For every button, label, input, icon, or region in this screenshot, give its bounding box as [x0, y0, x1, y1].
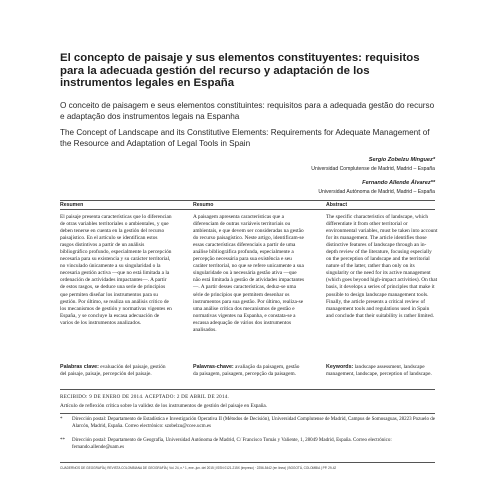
heading-resumo: Resumo: [193, 202, 214, 208]
column-top-rule: [60, 200, 435, 201]
title-spanish: El concepto de paisaje y sus elementos constituyentes: requisitos para la adecuada gestión del recurso y adaptación de los instrumentos legales en España: [60, 52, 420, 90]
author-affiliation-2: Universidad Autónoma de Madrid, Madrid – España: [318, 189, 435, 195]
journal-footer: CUADERNOS DE GEOGRAFÍA | REVISTA COLOMBIANA DE GEOGRAFÍA | Vol. 24, n.º 1, ene.-jun. del 2015 | ISSN 0121-215X (impreso) · 2256-5442 (en línea) | BOGOTÁ, COLOMBIA | PP. 29-42: [60, 466, 337, 470]
heading-abstract: Abstract: [326, 202, 348, 208]
footnote-text-1: Dirección postal: Departamento de Estadística e Investigación Operativa II (Métodos de Decisión), Universidad Complutense de Madrid, Campus de Somosaguas, 28223 Pozuelo de Alarcón, Madrid, España. Correo electrónico: szobelzu@ccee.ucm.es: [72, 417, 435, 429]
author-name-1: Sergio Zobelzu Minguez*: [368, 157, 435, 163]
abstract-portuguese: A paisagem apresenta características que a diferenciam de outras variáveis territoriais ou ambientais, e que devem ser consideradas na gestão do recurso paisagístico. Neste artigo, identificam-se essas características diferenciais a partir de uma análise bibliográfica profunda, especialmente a percepção necessária para sua existência e seu caráter territorial, no que se refere unicamente a sua singularidade ou à necessária gestão ativa —que não está limitada à gestão de atividades impactantes—. A partir desses características, deduz-se uma série de princípios que permitem desenhar os instrumentos para sua gestão. Por último, realiza-se uma análise crítica dos mecanismos de gestão e normativas vigentes na Espanha, e constata-se a escassa adequação de vários dos instrumentos analisados.: [193, 214, 305, 333]
footnote-2: [60, 438, 440, 452]
article-type-note: Artículo de reflexión crítica sobre la validez de los instrumentos de gestión del paisaje en España.: [60, 403, 268, 409]
author-block-1: [311, 157, 435, 172]
title-portuguese: O conceito de paisagem e seus elementos constituintes: requisitos para a adequada gestão do recurso e adaptação dos instrumentos legais na Espanha: [60, 101, 435, 121]
author-block-2: [318, 180, 435, 195]
keywords-text-spanish: evaluación del paisaje, gestión del paisaje, paisaje, percepción del paisaje.: [60, 364, 166, 378]
keywords-text-english: landscape assessment, landscape management, landscape, perception of landscape.: [326, 364, 432, 378]
keywords-spanish: [60, 364, 172, 378]
footnote-mark-2: **: [60, 438, 65, 443]
footer-rule: [60, 462, 435, 463]
keywords-bottom-rule: [60, 389, 435, 390]
abstract-spanish: El paisaje presenta características que lo diferencian de otras variables territoriales o ambientales, y que deben tenerse en cuenta en la gestión del recurso paisajístico. En el artículo se identifican estos rasgos distintivos a partir de un análisis bibliográfico profundo, especialmente la percepción necesaria para su existencia y su carácter territorial, no vinculado únicamente a su singularidad o la necesaria gestión activa —que no está limitada a la ordenación de actividades impactantes—. A partir de estos rasgos, se deduce una serie de principios que permiten diseñar los instrumentos para su gestión. Por último, se realiza un análisis crítico de los mecanismos de gestión y normativas vigentes en España, y se concluye la escasa adecuación de varios de los instrumentos analizados.: [60, 214, 172, 326]
keywords-label-portuguese: Palavras-chave:: [193, 364, 234, 370]
footnote-1: [60, 417, 440, 431]
received-accepted-dates: RECIBIDO: 9 DE ENERO DE 2014. ACEPTADO: 2 DE ABRIL DE 2014.: [60, 394, 230, 400]
footnote-mark-1: *: [60, 417, 63, 422]
author-affiliation-1: Universidad Complutense de Madrid, Madrid – España: [311, 166, 435, 172]
keywords-text-portuguese: avaliação da paisagem, gestão da paisagem, paisagem, percepção da paisagem.: [193, 364, 300, 378]
title-english: The Concept of Landscape and its Constitutive Elements: Requirements for Adequate Management of the Resource and Adaptation of Legal Tools in Spain: [60, 128, 430, 148]
heading-resumen: Resumen: [60, 202, 84, 208]
abstract-english: The specific characteristics of landscape, which differentiate it from other territorial or environmental variables, must be taken into account for its management. The article identifies those distinctive features of landscape through an in-depth review of the literature, focusing especially on the perception of landscape and the territorial nature of the latter, rather than only on its singularity or the need for its active management (which goes beyond high-impact activities). On that basis, it develops a series of principles that make it possible to design landscape management tools. Finally, the article presents a critical review of management tools and regulations used in Spain and conclude that their suitability is rather limited.: [326, 214, 438, 319]
footnote-rule: [60, 413, 435, 414]
keywords-label-english: Keywords:: [326, 364, 354, 370]
author-name-2: Fernando Allende Álvarez**: [362, 180, 435, 186]
keywords-portuguese: [193, 364, 305, 378]
keywords-english: [326, 364, 438, 378]
column-heading-rule: [60, 209, 435, 210]
keywords-label-spanish: Palabras clave:: [60, 364, 99, 370]
footnote-text-2: Dirección postal: Departamento de Geografía, Universidad Autónoma de Madrid, C/ Francisco Tomás y Valiente, 1, 28049 Madrid, España. Correo electrónico: fernando.allende@uam.es: [72, 438, 392, 450]
